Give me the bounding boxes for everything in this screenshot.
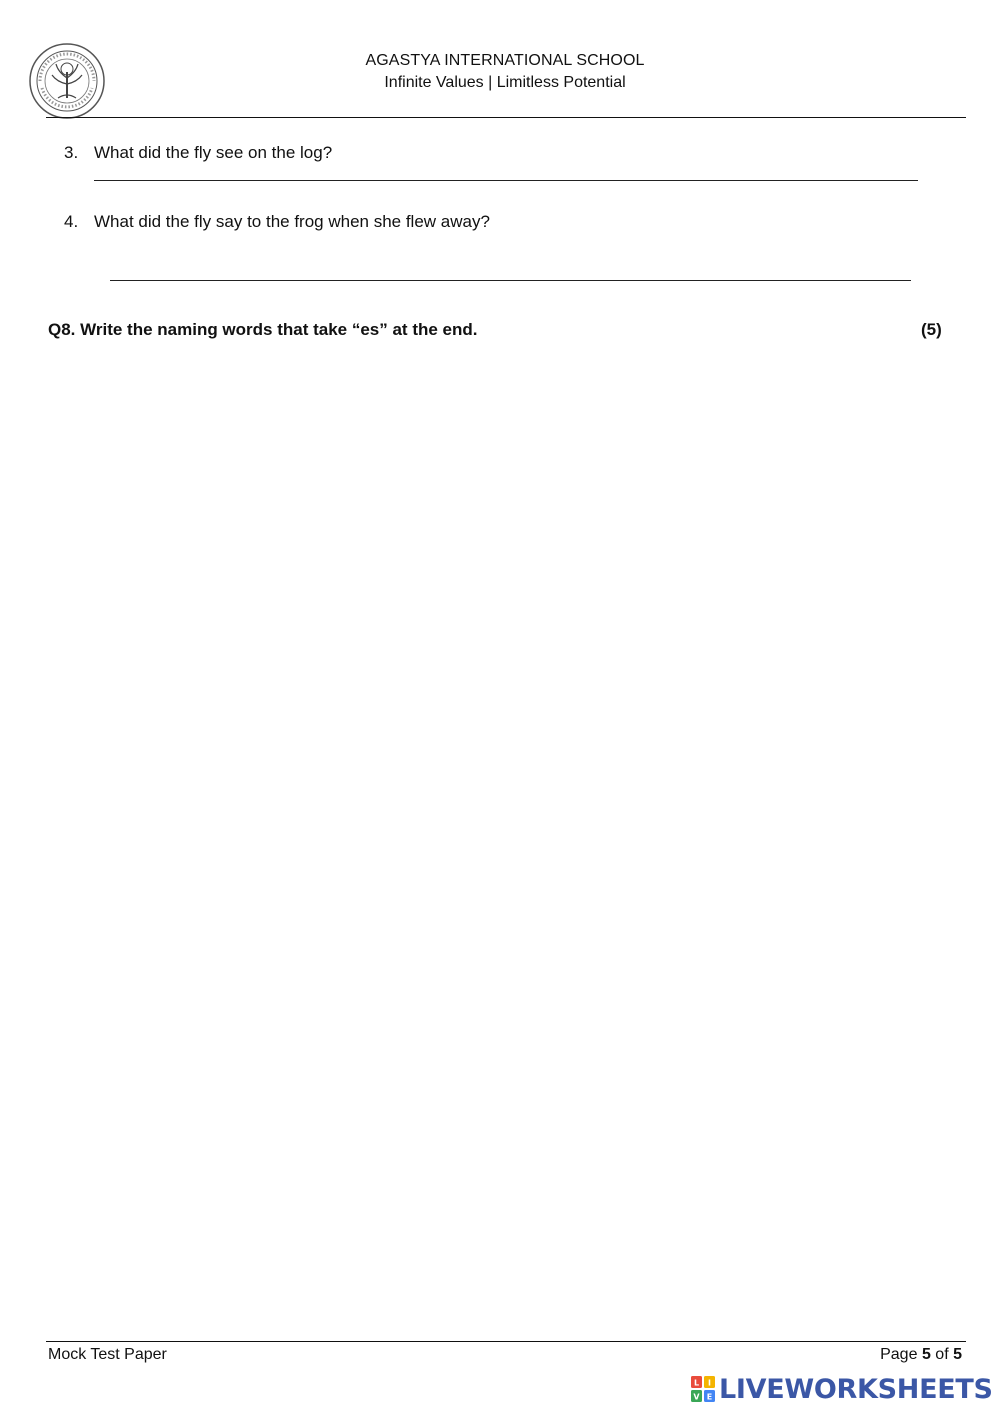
- question-text: What did the fly see on the log?: [94, 143, 333, 162]
- liveworksheets-logo-icon: [690, 1374, 716, 1404]
- page-number: [860, 1346, 962, 1364]
- question-number: 3.: [64, 143, 79, 162]
- svg-text:V: V: [693, 1392, 700, 1402]
- page-prefix: Page: [880, 1346, 918, 1363]
- section-marks: (5): [921, 320, 942, 339]
- question-text: What did the fly say to the frog when she flew away?: [94, 212, 490, 231]
- section-title: Q8. Write the naming words that take “es” at the end.: [48, 320, 478, 339]
- answer-line[interactable]: [94, 180, 918, 181]
- liveworksheets-wordmark: LIVEWORKSHEETS: [719, 1373, 993, 1405]
- svg-text:I: I: [708, 1378, 711, 1388]
- answer-line[interactable]: [110, 280, 911, 281]
- footer-paper-title: Mock Test Paper: [48, 1346, 167, 1363]
- school-motto: Infinite Values | Limitless Potential: [384, 74, 626, 91]
- page-of: of: [935, 1346, 949, 1363]
- question-number: 4.: [64, 212, 79, 231]
- liveworksheets-brand: [690, 1371, 993, 1407]
- svg-text:L: L: [693, 1378, 700, 1388]
- page-total: 5: [953, 1346, 962, 1363]
- svg-text:E: E: [706, 1392, 713, 1402]
- page-current: 5: [921, 1346, 931, 1363]
- school-name: AGASTYA INTERNATIONAL SCHOOL: [365, 52, 645, 69]
- footer-divider: [46, 1341, 966, 1342]
- header-divider: [46, 117, 966, 118]
